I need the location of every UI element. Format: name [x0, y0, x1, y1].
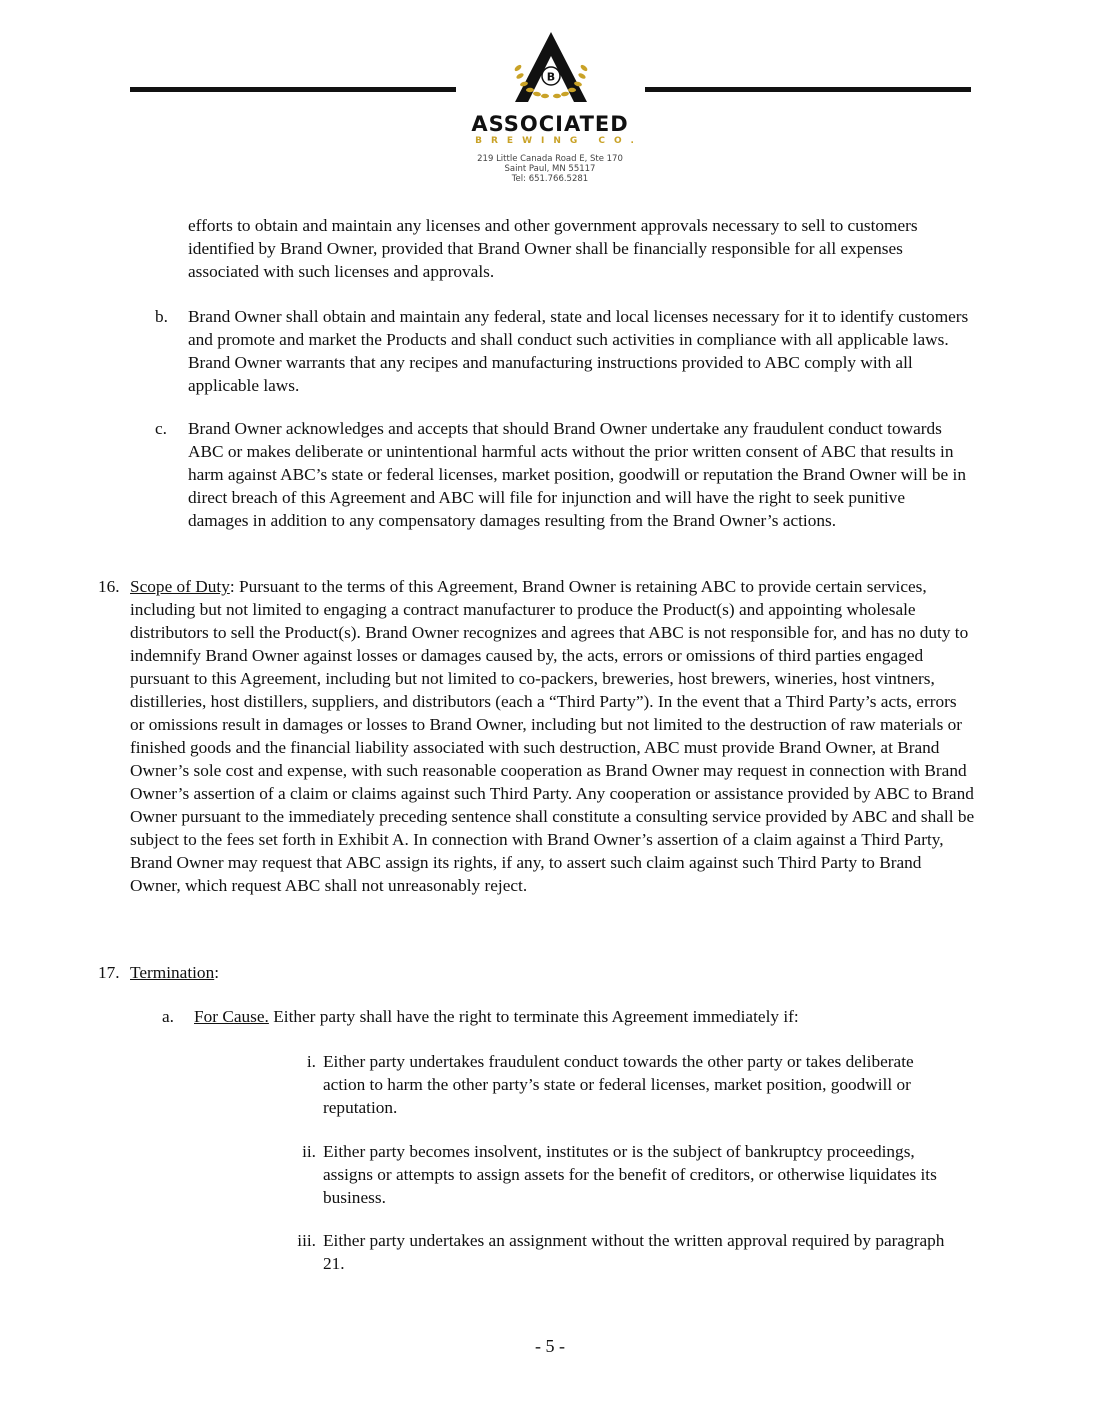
- roman-ii-text: Either party becomes insolvent, institutes or is the subject of bankruptcy proceedings, assigns or attempts to assign assets for the benefit of creditors, or otherwise liquidates its business.: [323, 1142, 937, 1207]
- associated-brewing-logo: [506, 30, 596, 108]
- item-c-text: Brand Owner acknowledges and accepts that should Brand Owner undertake any fraudulent conduct towards ABC or makes deliberate or unintentional harmful acts without the prior written consent of ABC that results in harm against ABC’s state or federal licenses, market position, goodwill or reputation the Brand Owner will be in direct breach of this Agreement and ABC will file for injunction and will have the right to seek punitive damages in addition to any compensatory damages resulting from the Brand Owner’s actions.: [188, 419, 966, 530]
- header-rule-right: [645, 87, 971, 92]
- section-16-text: : Pursuant to the terms of this Agreement, Brand Owner is retaining ABC to provide certain services, including but not limited to engaging a contract manufacturer to produce the Product(s) and appointing wholesale distributors to sell the Product(s). Brand Owner recognizes and agrees that ABC is not responsible for, and has no duty to indemnify Brand Owner against losses or damages caused by, the acts, errors or omissions of third parties engaged pursuant to this Agreement, including but not limited to co-packers, breweries, host brewers, wineries, host vintners, distilleries, host distillers, suppliers, and distributors (each a “Third Party”). In the event that a Third Party’s acts, errors or omissions result in damages or losses to Brand Owner, including but not limited to the destruction of raw materials or finished goods and the financial liability associated with such destruction, ABC must provide Brand Owner, at Brand Owner’s sole cost and expense, with such reasonable cooperation as Brand Owner may request in connection with Brand Owner’s assertion of a claim or claims against such Third Party. Any cooperation or assistance provided by ABC to Brand Owner pursuant to the immediately preceding sentence shall constitute a consulting service provided by ABC and shall be subject to the fees set forth in Exhibit A. In connection with Brand Owner’s assertion of a claim against a Third Party, Brand Owner may request that ABC assign its rights, if any, to assert such claim against such Third Party to Brand Owner, which request ABC shall not unreasonably reject.: [130, 577, 975, 895]
- item-b-label: b.: [155, 307, 168, 326]
- section-17a-label: a.: [162, 1007, 174, 1026]
- roman-i-text: Either party undertakes fraudulent conduct towards the other party or takes deliberate action to harm the other party’s state or federal licenses, market position, goodwill or reputation.: [323, 1052, 914, 1117]
- roman-iii-label: iii.: [297, 1231, 316, 1250]
- roman-i-label: i.: [306, 1052, 316, 1071]
- item-b-text: Brand Owner shall obtain and maintain any federal, state and local licenses necessary for it to identify customers and promote and market the Products and shall conduct such activities in compliance with all applicable laws. Brand Owner warrants that any recipes and manufacturing instructions provided to ABC comply with all applicable laws.: [188, 307, 969, 395]
- roman-iii-text: Either party undertakes an assignment without the written approval required by paragraph 21.: [323, 1231, 945, 1273]
- logo-letter: B: [546, 70, 556, 84]
- section-16-paragraph: [130, 575, 975, 897]
- roman-ii-label: ii.: [302, 1142, 316, 1161]
- section-17a-text: Either party shall have the right to terminate this Agreement immediately if:: [268, 1007, 799, 1026]
- phone-line: Tel: 651.766.5281: [511, 174, 589, 184]
- address-line-1: 219 Little Canada Road E, Ste 170: [477, 154, 623, 164]
- section-17-colon: :: [214, 963, 220, 982]
- address-line-2: Saint Paul, MN 55117: [504, 164, 596, 174]
- item-a-continuation: efforts to obtain and maintain any licenses and other government approvals necessary to sell to customers identified by Brand Owner, provided that Brand Owner shall be financially responsible for all expenses associated with such licenses and approvals.: [188, 216, 918, 281]
- brand-name: ASSOCIATED: [471, 112, 629, 136]
- section-17-title: Termination: [130, 963, 215, 982]
- section-16-label: 16.: [98, 577, 120, 596]
- section-17-heading: [130, 961, 530, 984]
- section-16-title: Scope of Duty: [130, 577, 230, 596]
- section-17a-paragraph: [194, 1005, 974, 1028]
- brand-subtitle: BREWING CO.: [475, 136, 643, 146]
- page-number: - 5 -: [535, 1336, 565, 1356]
- section-17a-title: For Cause.: [194, 1007, 269, 1026]
- section-17-label: 17.: [98, 963, 120, 982]
- item-c-label: c.: [155, 419, 167, 438]
- header-rule-left: [130, 87, 456, 92]
